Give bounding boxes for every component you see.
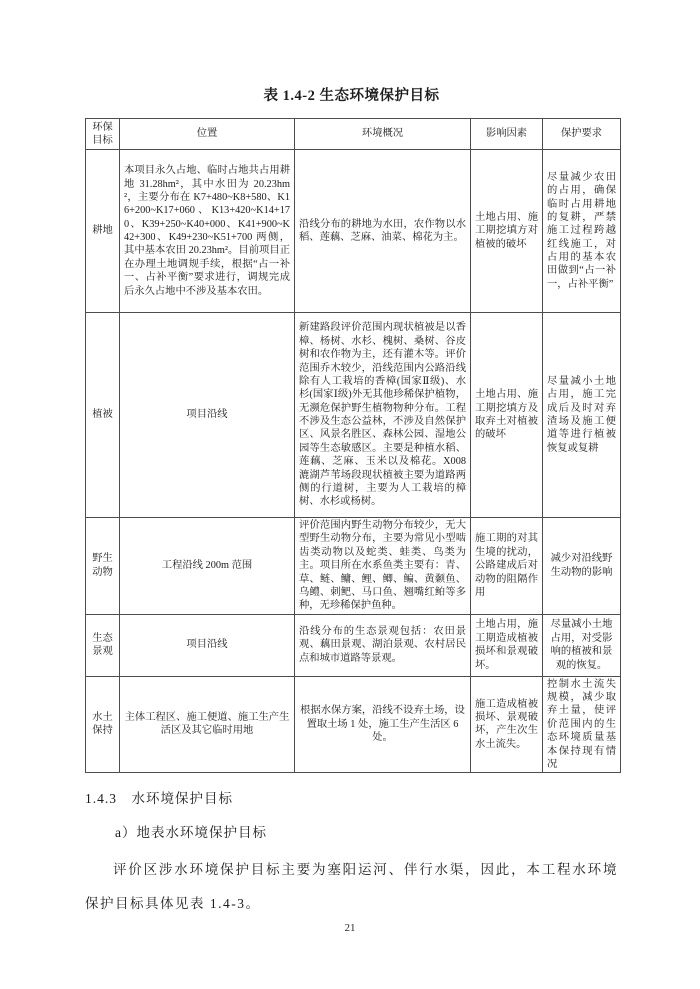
- cell-requirement: 减少对沿线野生动物的影响: [543, 518, 621, 615]
- table-title: 表 1.4-2 生态环境保护目标: [263, 88, 440, 104]
- eco-protection-table: [85, 118, 621, 773]
- cell-impact: 土地占用、施工期挖填方及取弃土对植被的破坏: [471, 313, 543, 518]
- table-row: [86, 313, 621, 518]
- cell-target: 水土保持: [86, 676, 120, 773]
- cell-overview: 沿线分布的生态景观包括：农田景观、藕田景观、湖泊景观、农村居民点和城市道路等景观。: [295, 614, 471, 676]
- header-target: 环保目标: [86, 119, 120, 150]
- cell-target: 野生动物: [86, 518, 120, 615]
- cell-location: 项目沿线: [120, 313, 295, 518]
- table-row: [86, 614, 621, 676]
- cell-location: 主体工程区、施工便道、施工生产生活区及其它临时用地: [120, 676, 295, 773]
- cell-location: 工程沿线 200m 范围: [120, 518, 295, 615]
- header-location: 位置: [120, 119, 295, 150]
- cell-location: 项目沿线: [120, 614, 295, 676]
- cell-impact: 施工期的对其生境的扰动，公路建成后对动物的阻隔作用: [471, 518, 543, 615]
- cell-impact: 土地占用，施工期造成植被损坏和景观破坏。: [471, 614, 543, 676]
- table-row: [86, 518, 621, 615]
- table-header-row: [86, 119, 621, 150]
- table-row: [86, 150, 621, 313]
- cell-requirement: 尽量减少农田的占用，确保临时占用耕地的复耕，严禁施工过程跨越红线施工，对占用的基本农田做到“占一补一，占补平衡”: [543, 150, 621, 313]
- cell-impact: 土地占用、施工期挖填方对植被的破坏: [471, 150, 543, 313]
- cell-overview: 新建路段评价范围内现状植被是以香樟、杨树、水杉、槐树、桑树、谷皮树和农作物为主，还有灌木等。评价范围乔木较少，沿线范围内公路沿线除有人工栽培的香樟(国家Ⅱ级)、水杉(国家Ⅰ级)外无其他珍稀保护植物，无濒危保护野生植物物种分布。工程不涉及生态公益林，不涉及自然保护区、风景名胜区、森林公园、湿地公园等生态敏感区。主要是种植水稻、莲藕、芝麻、玉米以及棉花。X008 漉湖芦苇场段现状植被主要为道路两侧的行道树，主要为人工栽培的樟树、水杉或杨树。: [295, 313, 471, 518]
- cell-target: 耕地: [86, 150, 120, 313]
- header-requirement: 保护要求: [543, 119, 621, 150]
- section-subheading-a: a）地表水环境保护目标: [115, 825, 267, 841]
- section-paragraph: 评价区涉水环境保护目标主要为塞阳运河、伴行水渠，因此，本工程水环境保护目标具体见表 1.4-3。: [85, 862, 618, 912]
- cell-location: 本项目永久占地、临时占地共占用耕地 31.28hm²，其中水田为 20.23hm²，主要分布在 K7+480~K8+580、K16+200~K17+060、K13+420~K14+170、K39+250~K40+000、K41+900~K42+300、K49+230~K51+700 两侧，其中基本农田 20.23hm²。目前项目正在办理土地调规手续，根据“占一补一、占补平衡”要求进行，调规完成后永久占地中不涉及基本农田。: [120, 150, 295, 313]
- header-overview: 环境概况: [295, 119, 471, 150]
- cell-requirement: 尽量减小土地占用，对受影响的植被和景观的恢复。: [543, 614, 621, 676]
- cell-target: 植被: [86, 313, 120, 518]
- cell-target: 生态景观: [86, 614, 120, 676]
- cell-requirement: 控制水土流失规模，减少取弃土量，使评价范围内的生态环境质量基本保持现有情况: [543, 676, 621, 773]
- cell-overview: 评价范围内野生动物分布较少，无大型野生动物分布，主要为常见小型啮齿类动物以及蛇类、蛙类、鸟类为主。项目所在水系鱼类主要有：青、草、鲢、鳙、鲤、鲫、鳊、黄颡鱼、乌鳢、刺鲃、马口鱼、翘嘴红鲌等多种，无珍稀保护鱼种。: [295, 518, 471, 615]
- section-heading-143: 1.4.3 水环境保护目标: [85, 791, 233, 807]
- table-row: [86, 676, 621, 773]
- cell-overview: 沿线分布的耕地为水田，农作物以水稻、莲藕、芝麻、油菜、棉花为主。: [295, 150, 471, 313]
- page-number: 21: [344, 922, 356, 934]
- header-impact: 影响因素: [471, 119, 543, 150]
- cell-requirement: 尽量减小土地占用，施工完成后及时对弃渣场及施工便道等进行植被恢复或复耕: [543, 313, 621, 518]
- cell-overview: 根据水保方案，沿线不设弃土场，设置取土场 1 处，施工生产生活区 6 处。: [295, 676, 471, 773]
- cell-impact: 施工造成植被损坏、景观破坏，产生次生水土流失。: [471, 676, 543, 773]
